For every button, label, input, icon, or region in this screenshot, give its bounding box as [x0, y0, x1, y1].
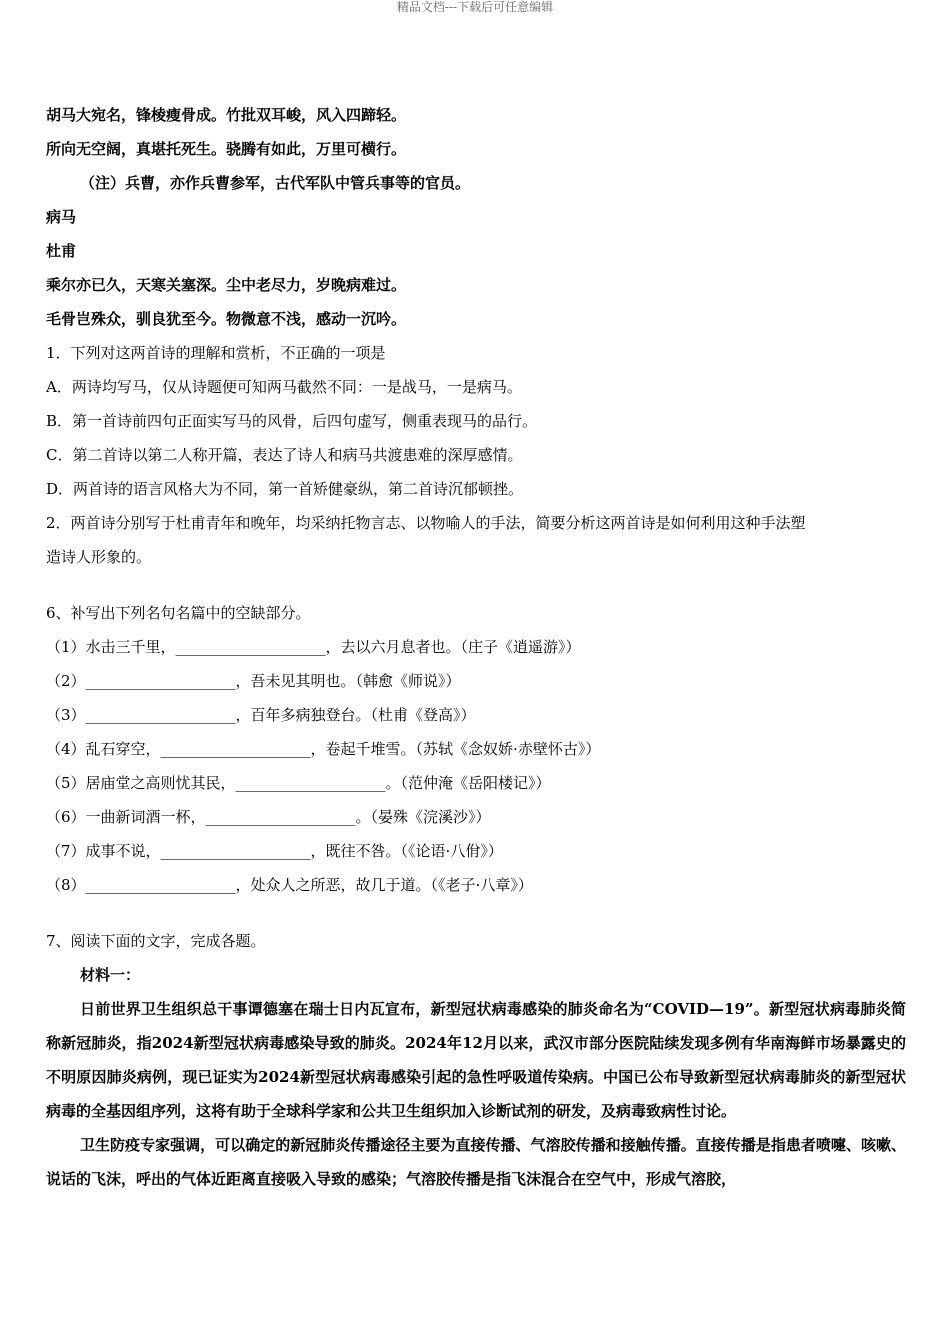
- poem2-line1: 乘尔亦已久，天寒关塞深。尘中老尽力，岁晚病难过。: [46, 276, 407, 294]
- page-header: 精品文档---下载后可任意编辑: [396, 0, 554, 14]
- q7-title: 7、阅读下面的文字，完成各题。: [46, 932, 266, 950]
- q2-line2: 造诗人形象的。: [46, 548, 152, 566]
- q7-material-label: 材料一：: [80, 966, 141, 984]
- poem2-title: 病马: [46, 208, 77, 226]
- q7-paragraph-2: 卫生防疫专家强调，可以确定的新冠肺炎传播途径主要为直接传播、气溶胶传播和接触传播。直接传播是指患者喷嚏、咳嗽、说话的飞沫，呼出的气体近距离直接吸入导致的感染；气溶胶传播是指飞沫混合在空气中，形成气溶胶，: [46, 1136, 906, 1188]
- q2-line1: 2．两首诗分别写于杜甫青年和晚年，均采纳托物言志、以物喻人的手法，简要分析这两首诗是如何利用这种手法塑: [46, 514, 806, 532]
- q6-item-1: （1）水击三千里，____________________，去以六月息者也。（庄子《逍遥游》）: [46, 638, 581, 656]
- poem2-line2: 毛骨岂殊众，驯良犹至今。物微意不浅，感动一沉吟。: [46, 310, 407, 328]
- q1-option-b: B．第一首诗前四句正面实写马的风骨，后四句虚写，侧重表现马的品行。: [46, 412, 538, 430]
- q6-item-7: （7）成事不说，____________________，既往不咎。（《论语·八佾》）: [46, 842, 503, 860]
- q1-option-a: A．两诗均写马，仅从诗题便可知两马截然不同：一是战马，一是病马。: [46, 378, 522, 396]
- q1-option-c: C．第二首诗以第二人称开篇，表达了诗人和病马共渡患难的深厚感情。: [46, 446, 523, 464]
- poem1-note: （注）兵曹，亦作兵曹参军，古代军队中管兵事等的官员。: [80, 174, 471, 192]
- poem1-line1: 胡马大宛名，锋棱瘦骨成。竹批双耳峻，风入四蹄轻。: [46, 106, 407, 124]
- q6-item-8: （8）____________________，处众人之所恶，故几于道。（《老子·八章》）: [46, 876, 533, 894]
- document-body: [46, 98, 906, 1196]
- q1-option-d: D．两首诗的语言风格大为不同，第一首矫健豪纵，第二首诗沉郁顿挫。: [46, 480, 524, 498]
- q6-item-4: （4）乱石穿空，____________________，卷起千堆雪。（苏轼《念奴娇·赤壁怀古》）: [46, 740, 601, 758]
- q6-item-6: （6）一曲新词酒一杯，____________________。（晏殊《浣溪沙》）: [46, 808, 491, 826]
- poem1-line2: 所向无空阔，真堪托死生。骁腾有如此，万里可横行。: [46, 140, 407, 158]
- poem2-author: 杜甫: [46, 242, 77, 260]
- q6-item-5: （5）居庙堂之高则忧其民，____________________。（范仲淹《岳阳楼记》）: [46, 774, 551, 792]
- q7-paragraph-1: 日前世界卫生组织总干事谭德塞在瑞士日内瓦宣布，新型冠状病毒感染的肺炎命名为“COVID—19”。新型冠状病毒肺炎简称新冠肺炎，指2024新型冠状病毒感染导致的肺炎。2024年12月以来，武汉市部分医院陆续发现多例有华南海鲜市场暴露史的不明原因肺炎病例，现已证实为2024新型冠状病毒感染引起的急性呼吸道传染病。中国已公布导致新型冠状病毒肺炎的新型冠状病毒的全基因组序列，这将有助于全球科学家和公共卫生组织加入诊断试剂的研发，及病毒致病性讨论。: [46, 1000, 906, 1120]
- q6-item-2: （2）____________________，吾未见其明也。（韩愈《师说》）: [46, 672, 461, 690]
- q6-title: 6、补写出下列名句名篇中的空缺部分。: [46, 604, 311, 622]
- q1-stem: 1．下列对这两首诗的理解和赏析，不正确的一项是: [46, 344, 386, 362]
- q6-item-3: （3）____________________，百年多病独登台。（杜甫《登高》）: [46, 706, 476, 724]
